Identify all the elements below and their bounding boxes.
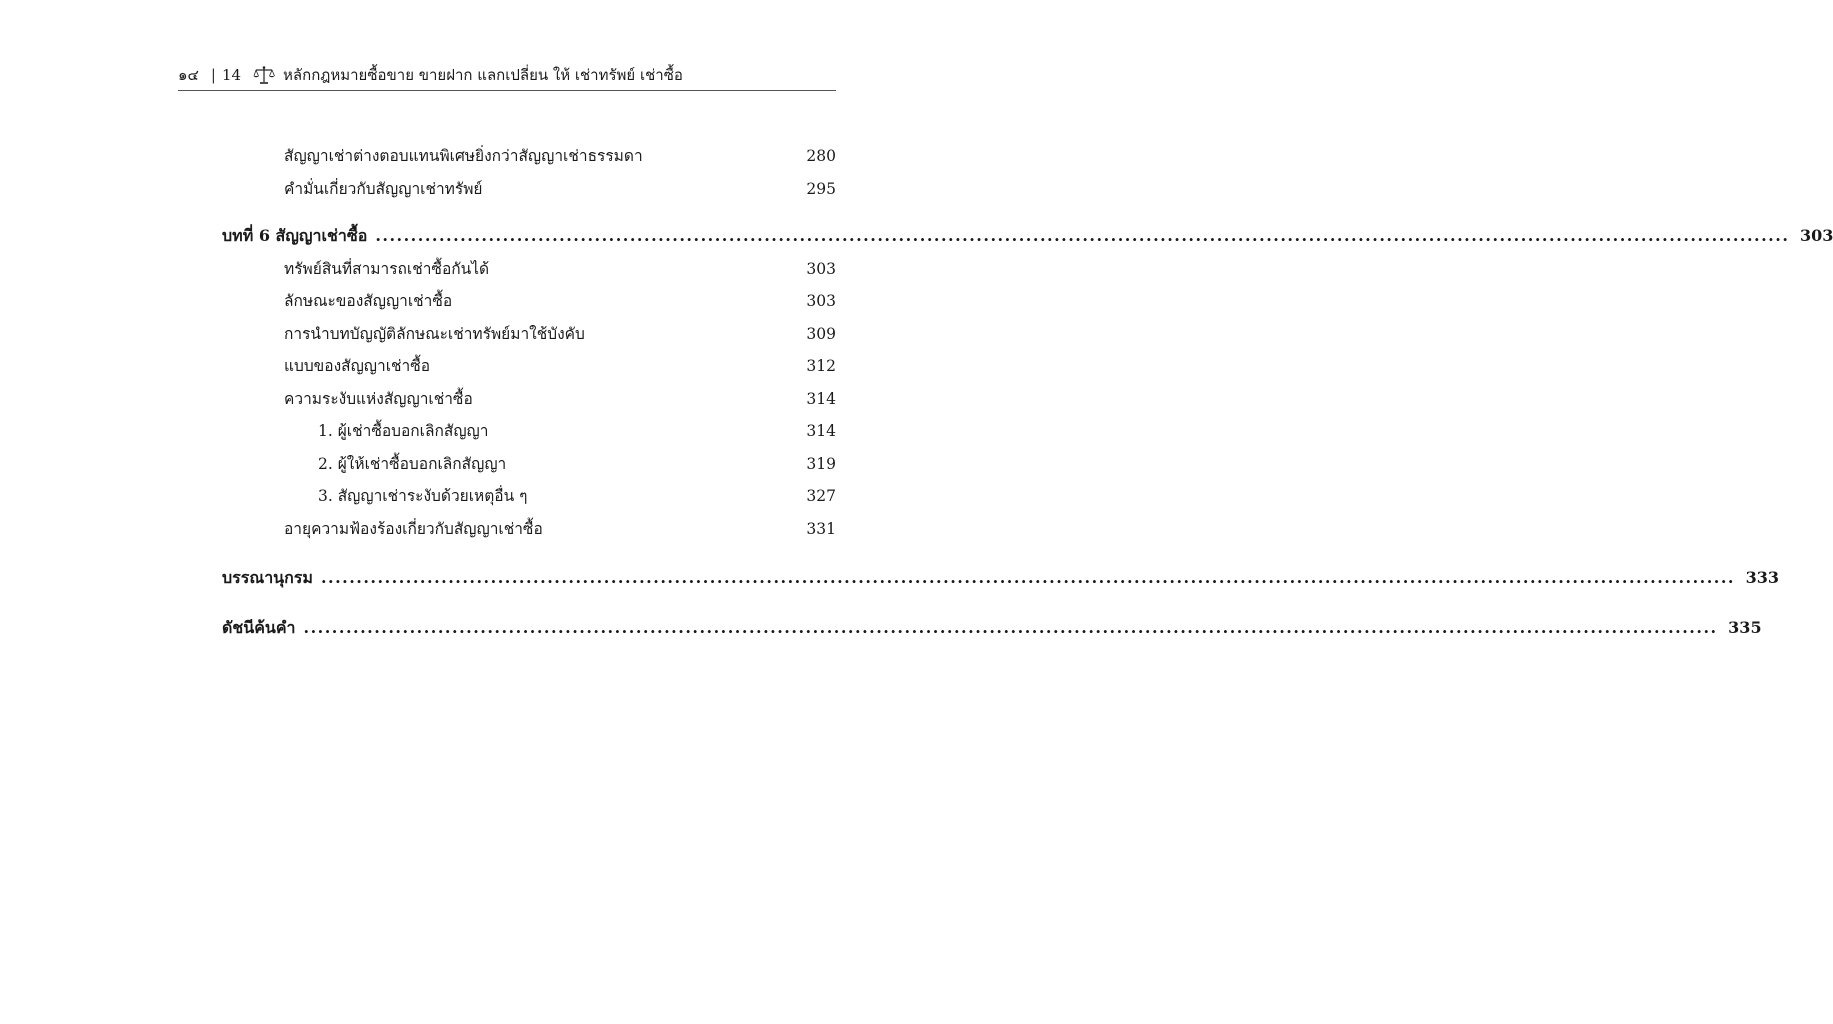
toc-section-entry bbox=[222, 285, 836, 318]
dot-leader: ........................................................................................................................................................................................................ bbox=[375, 226, 1790, 245]
dot-leader: ........................................................................................................................................................................................................ bbox=[320, 568, 1735, 587]
toc-subsection-entry bbox=[222, 448, 836, 481]
toc-page-number: 303 bbox=[806, 292, 836, 310]
toc-entry-label: ดัชนีค้นคำ bbox=[222, 617, 296, 637]
toc-entry-label: แบบของสัญญาเช่าซื้อ bbox=[284, 357, 431, 375]
toc-page-number: 333 bbox=[1745, 568, 1779, 587]
toc-entry-label: บทที่ 6 สัญญาเช่าซื้อ bbox=[222, 226, 368, 245]
toc-page-number: 314 bbox=[806, 389, 836, 408]
toc-chapter-entry bbox=[222, 562, 1779, 595]
table-of-contents bbox=[222, 140, 1833, 644]
toc-page-number: 327 bbox=[806, 487, 836, 505]
toc-entry-label: 2. ผู้ให้เช่าซื้อบอกเลิกสัญญา bbox=[318, 454, 507, 473]
book-title: หลักกฎหมายซื้อขาย ขายฝาก แลกเปลี่ยน ให้ เช่าทรัพย์ เช่าซื้อ bbox=[283, 66, 683, 84]
toc-entry-label: ความระงับแห่งสัญญาเช่าซื้อ bbox=[284, 389, 473, 408]
toc-section-entry bbox=[222, 383, 836, 416]
dot-leader: ........................................................................................................................................................................................................ bbox=[303, 617, 1718, 637]
toc-entry-label: อายุความฟ้องร้องเกี่ยวกับสัญญาเช่าซื้อ bbox=[284, 519, 543, 538]
toc-page-number: 314 bbox=[806, 422, 836, 440]
page-number: 14 bbox=[221, 66, 242, 84]
header-separator: | bbox=[210, 66, 216, 84]
toc-entry-label: สัญญาเช่าต่างตอบแทนพิเศษยิ่งกว่าสัญญาเช่าธรรมดา bbox=[284, 147, 643, 165]
toc-subsection-entry bbox=[222, 415, 836, 448]
toc-section-entry bbox=[222, 513, 836, 546]
toc-entry-label: ลักษณะของสัญญาเช่าซื้อ bbox=[284, 292, 453, 310]
toc-entry-label: 1. ผู้เช่าซื้อบอกเลิกสัญญา bbox=[318, 422, 489, 440]
toc-section-entry bbox=[222, 350, 836, 383]
toc-entry-label: คำมั่นเกี่ยวกับสัญญาเช่าทรัพย์ bbox=[284, 179, 483, 198]
toc-page-number: 295 bbox=[806, 179, 836, 198]
toc-section-entry bbox=[222, 173, 836, 206]
toc-page-number: 309 bbox=[806, 324, 836, 343]
toc-section-entry bbox=[222, 253, 836, 286]
toc-entry-label: บรรณานุกรม bbox=[222, 568, 313, 587]
toc-subsection-entry bbox=[222, 480, 836, 513]
toc-entry-label: ทรัพย์สินที่สามารถเช่าซื้อกันได้ bbox=[284, 259, 490, 278]
toc-entry-label: การนำบทบัญญัติลักษณะเช่าทรัพย์มาใช้บังคับ bbox=[284, 324, 585, 343]
toc-page-number: 303 bbox=[1799, 226, 1833, 245]
toc-chapter-entry bbox=[222, 220, 1833, 253]
thai-page-number: ๑๔ bbox=[178, 66, 199, 84]
toc-chapter-entry bbox=[222, 612, 1762, 645]
toc-page-number: 319 bbox=[806, 454, 836, 473]
toc-page-number: 331 bbox=[806, 519, 836, 538]
header-divider bbox=[178, 90, 836, 91]
toc-entry-label: 3. สัญญาเช่าระงับด้วยเหตุอื่น ๆ bbox=[318, 487, 528, 505]
toc-page-number: 280 bbox=[806, 147, 836, 165]
toc-section-entry bbox=[222, 140, 836, 173]
toc-section-entry bbox=[222, 318, 836, 351]
toc-page-number: 335 bbox=[1728, 617, 1762, 637]
running-header bbox=[178, 60, 836, 90]
toc-page-number: 312 bbox=[806, 357, 836, 375]
scales-of-justice-icon bbox=[253, 65, 275, 85]
toc-page-number: 303 bbox=[806, 259, 836, 278]
